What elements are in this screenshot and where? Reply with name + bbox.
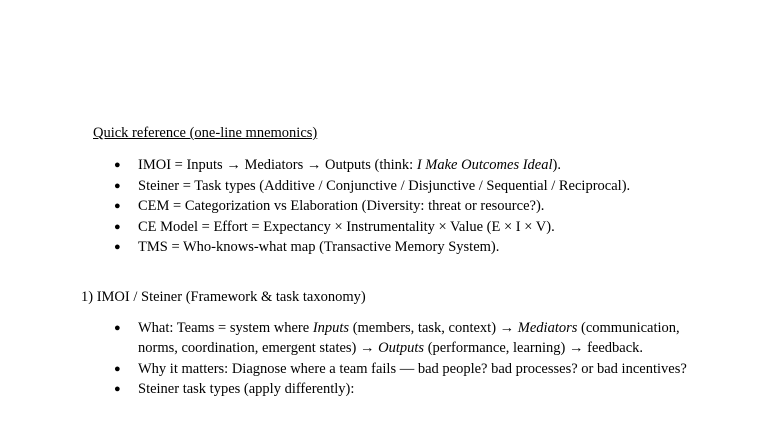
quick-reference-list — [93, 155, 693, 258]
emphasized-text: I Make Outcomes Ideal — [416, 157, 553, 173]
list-item — [93, 176, 693, 197]
item-text: (performance, learning) → feedback. — [424, 340, 644, 356]
item-text: What: Teams = system where — [138, 319, 313, 336]
list-item — [93, 196, 693, 217]
emphasized-text: Inputs — [312, 319, 350, 336]
bullet-icon: ● — [114, 159, 121, 171]
list-item — [93, 359, 693, 380]
bullet-icon: ● — [114, 179, 121, 192]
item-text: Steiner = Task types (Additive / Conjunctive / Disjunctive / Sequential / Reciprocal). — [138, 177, 631, 194]
item-text: (members, task, context) → — [349, 319, 518, 336]
item-text: Why it matters: Diagnose where a team fails — bad people? bad processes? or bad incentives? — [138, 360, 687, 377]
item-text: ). — [552, 157, 561, 173]
bullet-icon: ● — [114, 362, 121, 375]
list-item — [93, 318, 693, 359]
section-1-list — [93, 318, 693, 400]
bullet-icon: ● — [114, 200, 121, 212]
list-item — [93, 237, 693, 258]
bullet-icon: ● — [114, 220, 121, 233]
list-item — [93, 379, 693, 400]
list-item — [93, 155, 693, 176]
bullet-icon: ● — [114, 383, 121, 395]
section-1-title: 1) IMOI / Steiner (Framework & task taxonomy) — [81, 288, 366, 305]
item-text: IMOI = Inputs → Mediators → Outputs (think: — [138, 157, 417, 173]
quick-reference-title: Quick reference (one-line mnemonics) — [93, 125, 318, 141]
item-text: TMS = Who-knows-what map (Transactive Memory System). — [138, 239, 500, 255]
emphasized-text: Outputs — [378, 340, 425, 356]
emphasized-text: Mediators — [517, 319, 578, 336]
bullet-icon: ● — [114, 241, 121, 253]
item-text: (communication, norms, coordination, emergent states) → — [138, 319, 680, 356]
item-text: CE Model = Effort = Expectancy × Instrumentality × Value (E × I × V). — [138, 218, 555, 235]
document-body — [81, 124, 693, 400]
item-text: Steiner task types (apply differently): — [138, 381, 355, 397]
list-item — [93, 217, 693, 238]
item-text: CEM = Categorization vs Elaboration (Diversity: threat or resource?). — [138, 198, 545, 214]
bullet-icon: ● — [114, 321, 121, 334]
